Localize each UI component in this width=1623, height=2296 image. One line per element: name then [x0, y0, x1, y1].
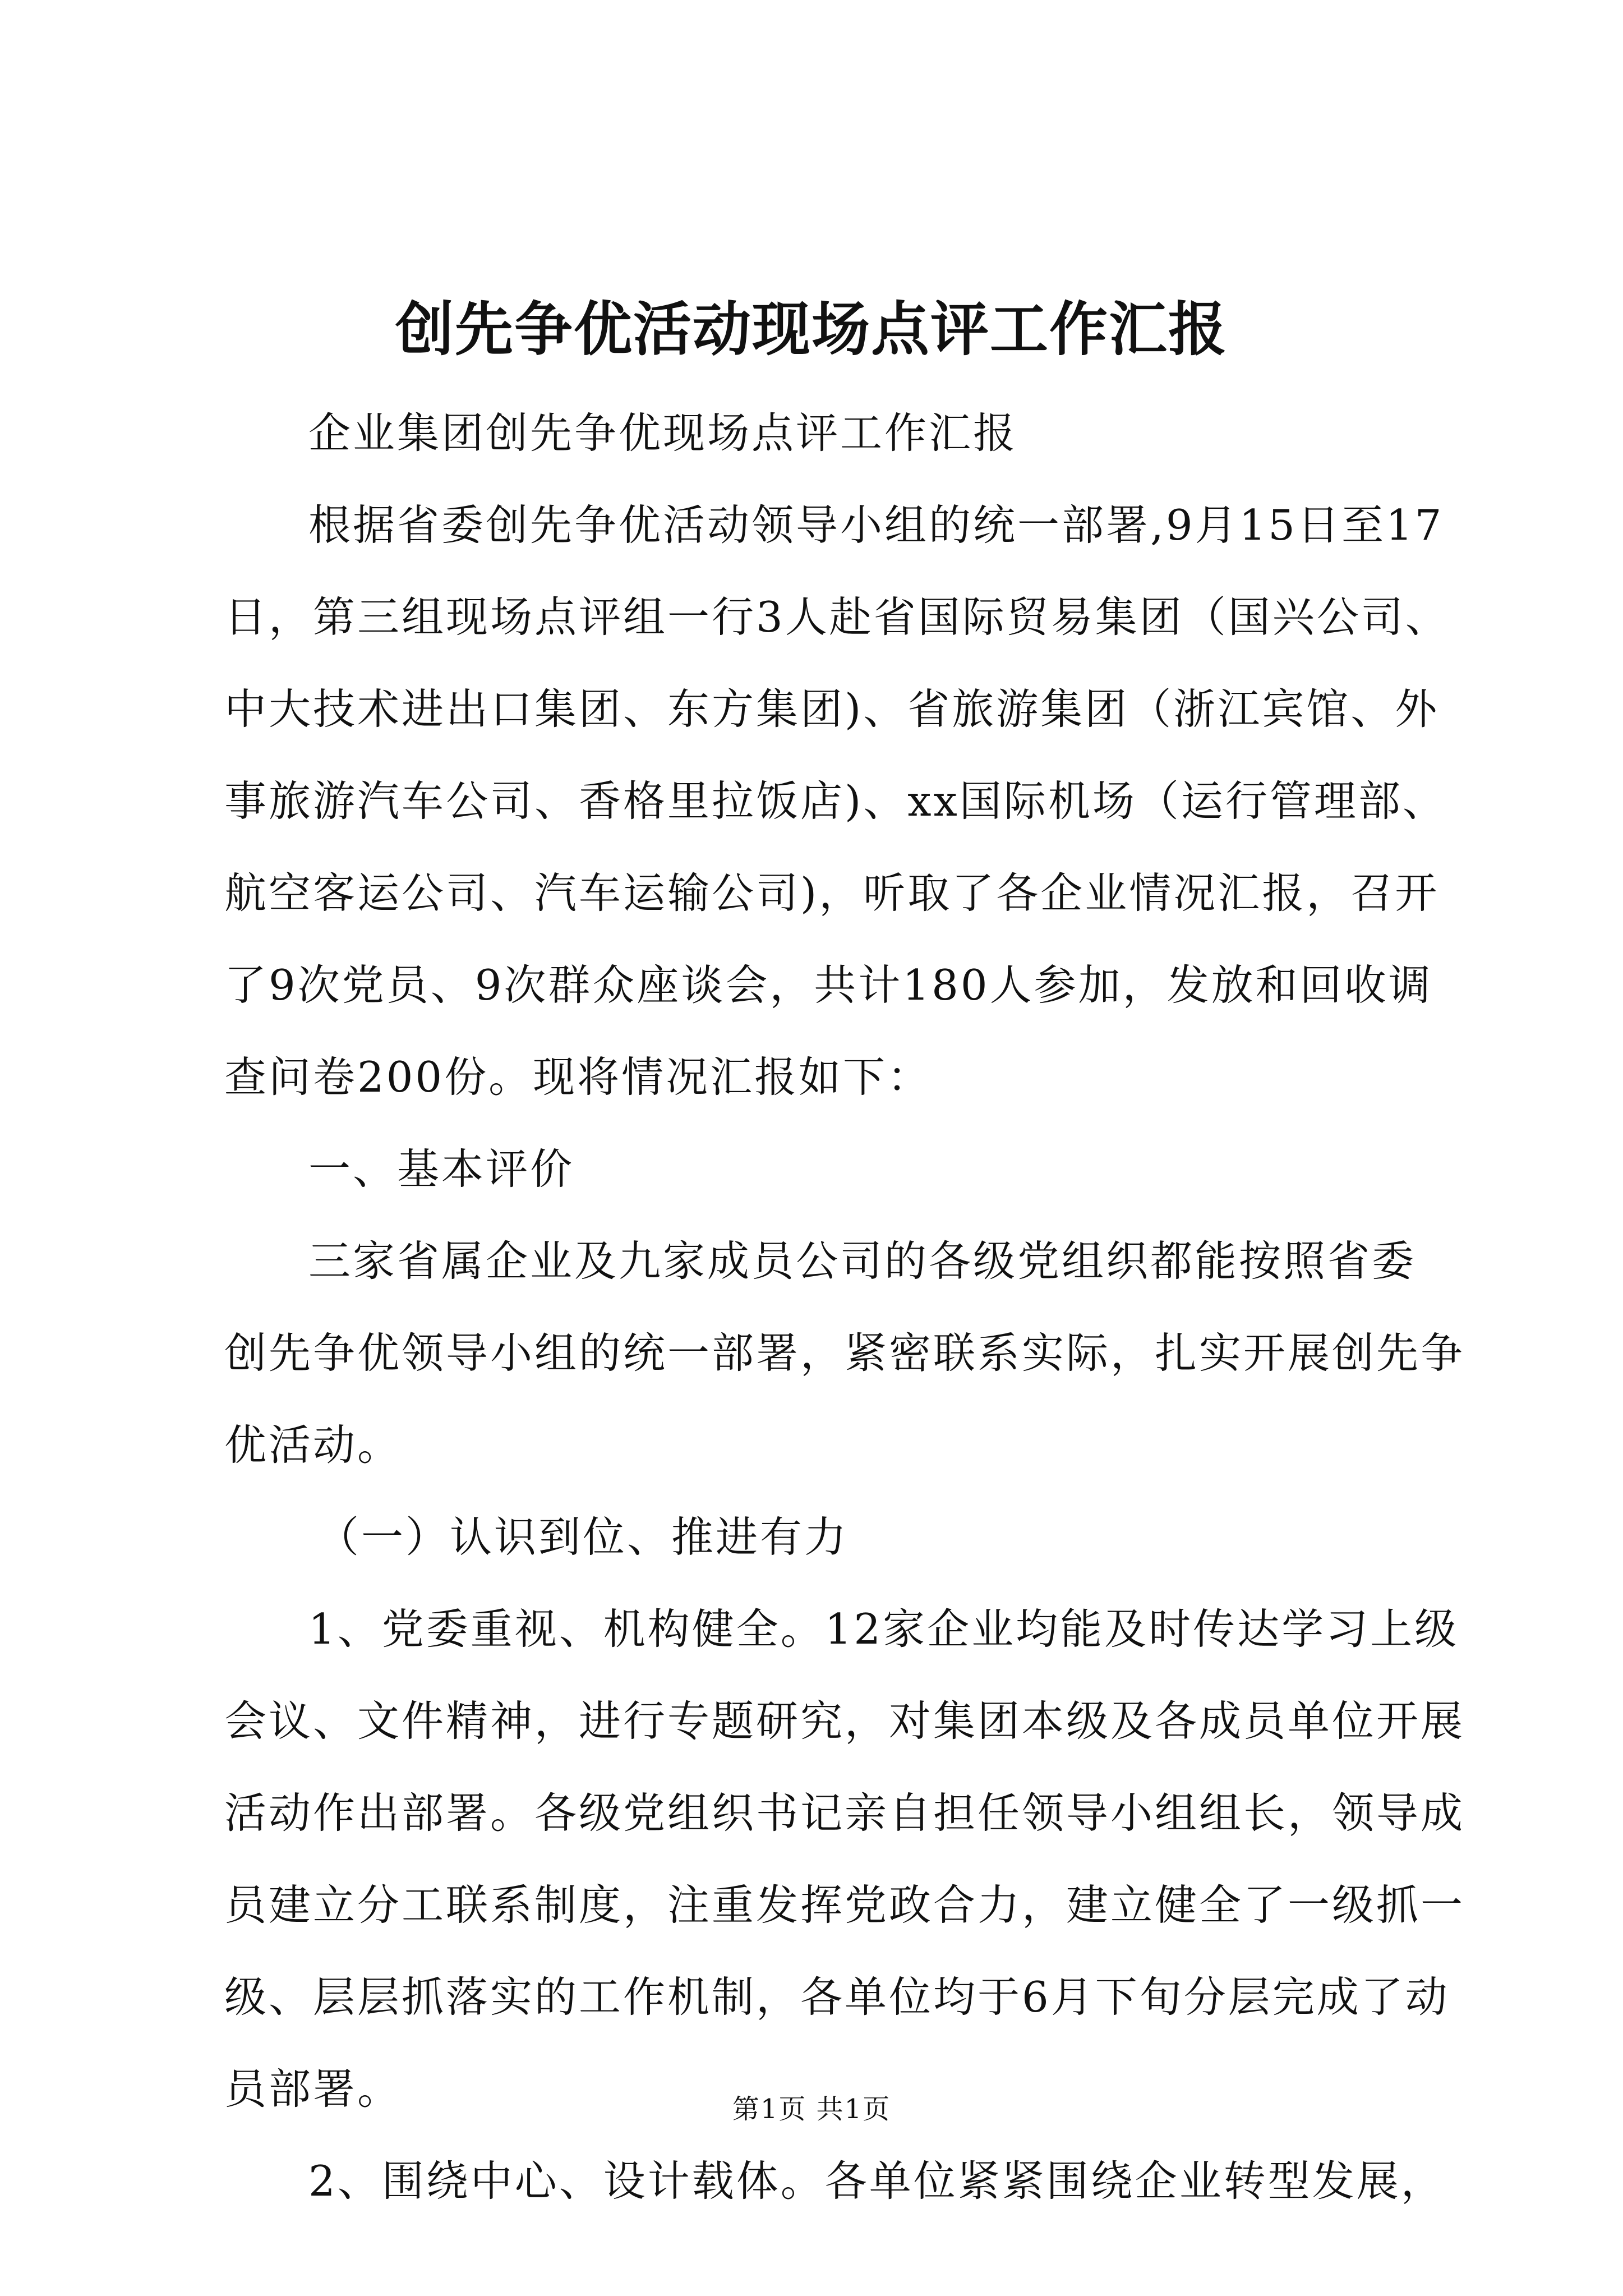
- paragraph-line: 活动作出部署。各级党组织书记亲自担任领导小组组长，领导成: [224, 1788, 1465, 1838]
- subsection-heading: （一）认识到位、推进有力: [317, 1512, 849, 1562]
- paragraph-line: 航空客运公司、汽车运输公司)，听取了各企业情况汇报，召开: [224, 868, 1440, 918]
- paragraph-line: 日，第三组现场点评组一行3人赴省国际贸易集团（国兴公司、: [224, 592, 1450, 642]
- paragraph-line: 查问卷200份。现将情况汇报如下：: [224, 1052, 932, 1102]
- paragraph-line: 级、层层抓落实的工作机制，各单位均于6月下旬分层完成了动: [224, 1972, 1450, 2022]
- paragraph-line: 优活动。: [224, 1420, 402, 1470]
- paragraph-line: 员部署。: [224, 2064, 402, 2114]
- paragraph-line: 员建立分工联系制度，注重发挥党政合力，建立健全了一级抓一: [224, 1880, 1465, 1930]
- subtitle-line: 企业集团创先争优现场点评工作汇报: [308, 408, 1018, 458]
- document-body: [224, 387, 1465, 2227]
- paragraph-line: 了9次党员、9次群众座谈会，共计180人参加，发放和回收调: [224, 960, 1433, 1010]
- paragraph-line: 根据省委创先争优活动领导小组的统一部署,9月15日至17: [308, 500, 1444, 550]
- paragraph-line: 2、围绕中心、设计载体。各单位紧紧围绕企业转型发展，: [308, 2156, 1445, 2206]
- section-heading: 一、基本评价: [308, 1144, 575, 1194]
- paragraph-line: 事旅游汽车公司、香格里拉饭店)、xx国际机场（运行管理部、: [224, 776, 1447, 826]
- paragraph-line: 三家省属企业及九家成员公司的各级党组织都能按照省委: [308, 1236, 1417, 1286]
- paragraph-line: 创先争优领导小组的统一部署，紧密联系实际，扎实开展创先争: [224, 1328, 1465, 1378]
- page-footer: 第1页 共1页: [732, 2093, 891, 2125]
- paragraph-line: 中大技术进出口集团、东方集团)、省旅游集团（浙江宾馆、外: [224, 684, 1440, 734]
- paragraph-line: 1、党委重视、机构健全。12家企业均能及时传达学习上级: [308, 1604, 1459, 1654]
- paragraph-line: 会议、文件精神，进行专题研究，对集团本级及各成员单位开展: [224, 1696, 1465, 1746]
- document-title: 创先争优活动现场点评工作汇报: [395, 295, 1228, 364]
